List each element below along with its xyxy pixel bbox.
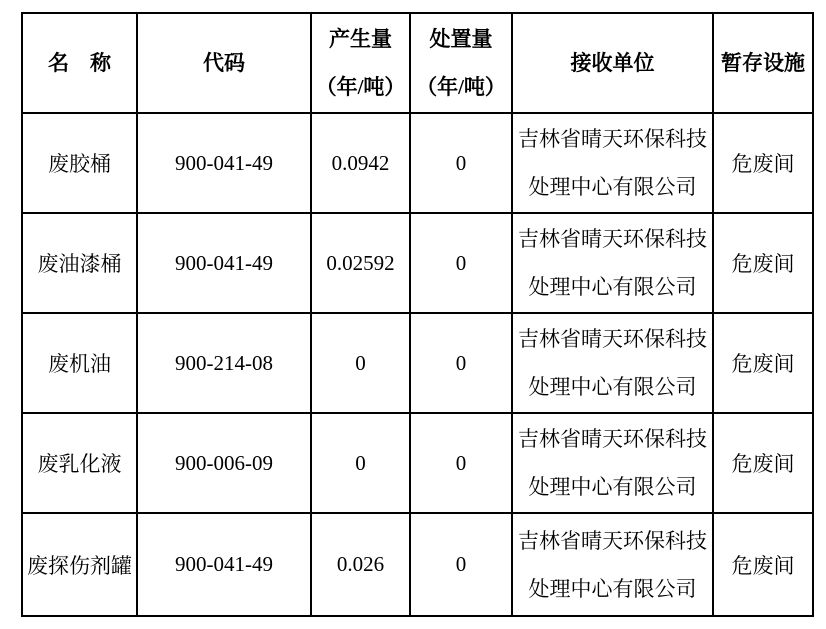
cell-code: 900-041-49 (137, 213, 311, 313)
cell-storage: 危废间 (713, 413, 813, 513)
cell-disposed: 0 (410, 113, 512, 213)
cell-name: 废乳化液 (22, 413, 137, 513)
receiver-line-2: 处理中心有限公司 (528, 375, 697, 399)
receiver-line-1: 吉林省晴天环保科技 (518, 327, 707, 351)
cell-code: 900-214-08 (137, 313, 311, 413)
cell-code: 900-041-49 (137, 513, 311, 616)
cell-produced: 0.02592 (311, 213, 410, 313)
cell-code: 900-041-49 (137, 113, 311, 213)
header-storage-label: 暂存设施 (721, 51, 805, 75)
cell-code: 900-006-09 (137, 413, 311, 513)
cell-receiver (512, 413, 713, 513)
cell-storage: 危废间 (713, 113, 813, 213)
col-header-disposed (410, 13, 512, 113)
cell-disposed: 0 (410, 413, 512, 513)
col-header-receiver (512, 13, 713, 113)
hazardous-waste-table (21, 12, 814, 617)
header-disposed-label: 处置量 (429, 27, 493, 51)
header-row (22, 13, 813, 113)
receiver-line-2: 处理中心有限公司 (528, 275, 697, 299)
receiver-line-1: 吉林省晴天环保科技 (518, 127, 707, 151)
header-produced-unit: （年/吨） (315, 75, 406, 99)
receiver-line-2: 处理中心有限公司 (528, 576, 697, 601)
receiver-line-1: 吉林省晴天环保科技 (518, 427, 707, 451)
col-header-storage (713, 13, 813, 113)
col-header-name (22, 13, 137, 113)
cell-storage: 危废间 (713, 313, 813, 413)
cell-produced: 0.026 (311, 513, 410, 616)
cell-produced: 0 (311, 413, 410, 513)
table-row (22, 213, 813, 313)
table-row (22, 313, 813, 413)
receiver-line-2: 处理中心有限公司 (528, 175, 697, 199)
cell-storage: 危废间 (713, 213, 813, 313)
header-disposed-unit: （年/吨） (416, 75, 506, 99)
cell-name: 废油漆桶 (22, 213, 137, 313)
cell-name: 废探伤剂罐 (22, 513, 137, 616)
table-row (22, 513, 813, 616)
header-code-label: 代码 (203, 51, 245, 75)
col-header-code (137, 13, 311, 113)
header-receiver-label: 接收单位 (570, 51, 655, 75)
col-header-produced (311, 13, 410, 113)
table-row (22, 113, 813, 213)
cell-receiver (512, 113, 713, 213)
cell-disposed: 0 (410, 313, 512, 413)
receiver-line-1: 吉林省晴天环保科技 (518, 227, 707, 251)
header-name-label: 名 称 (48, 51, 111, 75)
cell-produced: 0 (311, 313, 410, 413)
cell-receiver (512, 513, 713, 616)
header-produced-label: 产生量 (329, 27, 392, 51)
cell-receiver (512, 313, 713, 413)
receiver-line-1: 吉林省晴天环保科技 (518, 528, 707, 553)
cell-receiver (512, 213, 713, 313)
cell-name: 废胶桶 (22, 113, 137, 213)
cell-disposed: 0 (410, 513, 512, 616)
cell-produced: 0.0942 (311, 113, 410, 213)
cell-storage: 危废间 (713, 513, 813, 616)
receiver-line-2: 处理中心有限公司 (528, 475, 697, 499)
table-row (22, 413, 813, 513)
cell-name: 废机油 (22, 313, 137, 413)
cell-disposed: 0 (410, 213, 512, 313)
